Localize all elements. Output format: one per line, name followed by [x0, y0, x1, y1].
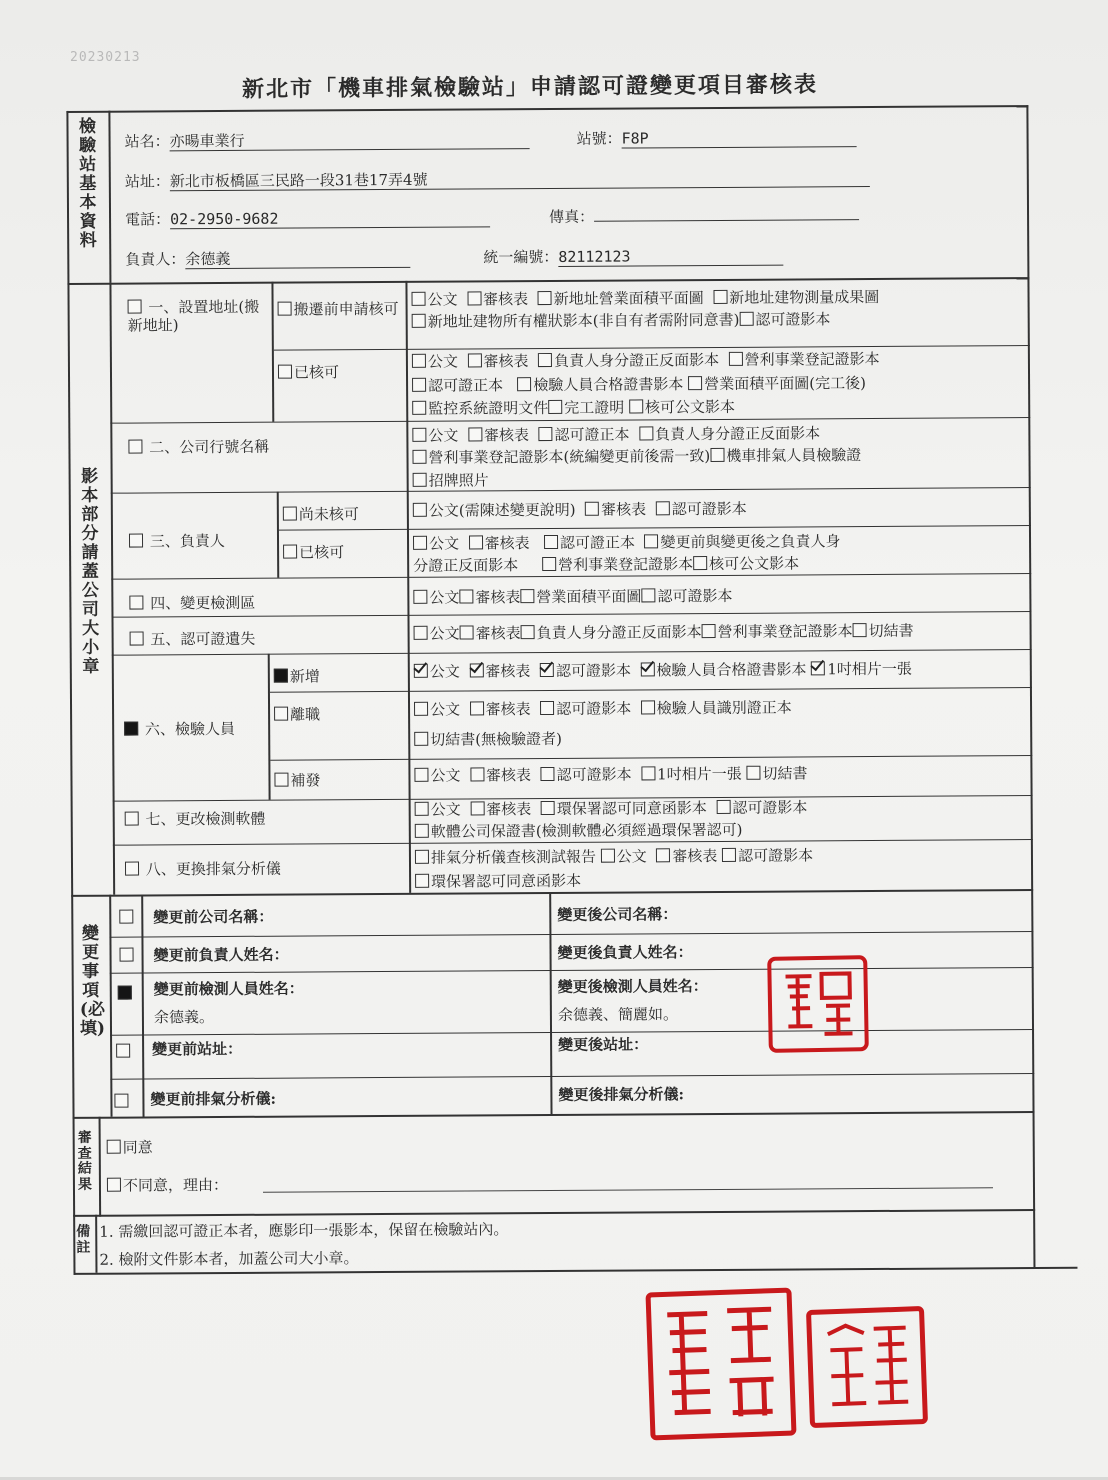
form-table: 檢驗站基本資料 站名：亦暘車業行 站號：F8P 站址：新北市板橋區三民路一段31巷17弄4號 電話：02-2950-9682 傳真： 負責人：余德義 統一編號：82112123 影本部分請蓋公司大小章 一、設置地址(搬新地址) 搬遷前申請核可 已核可 公文 審核表 新地址營業面積平面圖 新地址建物測量成果圖 新地址建物所有權狀影本(非自有者需附同意書) 認可證影本 公文 審核表 負責人身分證正反面影本 營利事業登記證影本 認可證正本 檢驗人員合格證書影本 營業面積平面圖(完工後) 監控系統證明文件 完工證明 核可公文影本 二、公司行號名稱 公文 審核表 認可證正本 負責人身分證正反面影本 營利事業登記證影本(統編變更前後需一致) 機車排氣人員檢驗證 招牌照片 三、負責人 尚未核可 已核可 公文(需陳述變更說明) 審核表 認可證影本 公文 審核表 認可證正本 變更前與變更後之負責人身 分證正反面影本 營利事業登記證影本 核可公文影本 四、變更檢測區 公文 審核表 營業面積平面圖 認可證影本 五、認可證遺失 公文 審核表 負責人身分證正反面影本 營利事業登記證影本 切結書 六、檢驗人員 新增 離職 補發 公文 審核表 認可證影本 檢驗人員合格證書影本 1吋相片一張 公文 審核表 認可證影本 檢驗人員識別證正本 切結書(無檢驗證者) 公文 審核表 認可證影本 1吋相片一張 切結書 七、更改檢測軟體 公文 審核表 環保署認可同意函影本 認可證影本 軟體公司保證書(檢測軟體必須經過環保署認可) 八、更換排氣分析儀 排氣分析儀查核測試報告 公文 審核表 認可證影本 環保署認可同意函影本 變更事項(必填) 變更前公司名稱： 變更後公司名稱： 變更前負責人姓名： 變更後負責人姓名： 變更前檢測人員姓名： 余德義。 變更後檢測人員姓名： 余德義、簡麗如。 變更前站址： 變更後站址： 變更前排氣分析儀: 變更後排氣分析儀: 審查結果 同意 不同意，理由： 備註 1. 需繳回認可證正本者，應影印一張影本，保留在檢驗站內。 2. 檢附文件影本者，加蓋公司大小章。	[0, 0, 1108, 1480]
tax-id-value: 82112123	[558, 247, 631, 266]
change-1-checkbox[interactable]	[119, 910, 133, 924]
seal-glyph	[777, 965, 858, 1042]
station-name-label: 站名：	[124, 132, 170, 151]
doc-checkbox[interactable]	[739, 312, 753, 326]
doc-checkbox[interactable]	[544, 535, 558, 549]
doc-checkbox-checked[interactable]	[414, 664, 428, 678]
doc-checkbox[interactable]	[639, 426, 653, 440]
item-4[interactable]: 四、變更檢測區	[129, 594, 255, 613]
item-1-sub-b-checkbox[interactable]	[278, 365, 292, 379]
phone-value: 02-2950-9682	[170, 209, 279, 229]
doc-checkbox[interactable]	[688, 376, 702, 390]
doc-checkbox[interactable]	[413, 503, 427, 517]
fax-label: 傳真：	[548, 207, 595, 226]
station-no-value: F8P	[621, 129, 649, 148]
change-analyzer-after: 變更後排氣分析儀:	[558, 1085, 685, 1104]
doc-checkbox-checked[interactable]	[640, 662, 654, 676]
phone-label: 電話：	[125, 210, 171, 229]
doc-checkbox[interactable]	[414, 732, 428, 746]
doc-checkbox[interactable]	[641, 700, 655, 714]
change-3-checkbox-checked[interactable]	[118, 986, 132, 1000]
item-3[interactable]: 三、負責人	[129, 532, 225, 551]
note-1: 1. 需繳回認可證正本者，應影印一張影本，保留在檢驗站內。	[99, 1220, 509, 1241]
doc-checkbox[interactable]	[716, 800, 730, 814]
doc-checkbox-checked[interactable]	[811, 661, 825, 675]
doc-checkbox[interactable]	[470, 701, 484, 715]
doc-checkbox[interactable]	[460, 625, 474, 639]
tax-id-label: 統一編號：	[483, 247, 559, 267]
seal-glyph	[817, 1317, 916, 1416]
doc-checkbox[interactable]	[722, 848, 736, 862]
doc-checkbox[interactable]	[538, 427, 552, 441]
doc-checkbox[interactable]	[414, 768, 428, 782]
doc-checkbox[interactable]	[693, 556, 707, 570]
doc-checkbox[interactable]	[415, 824, 429, 838]
doc-checkbox[interactable]	[521, 625, 535, 639]
doc-checkbox[interactable]	[601, 849, 615, 863]
item-5-checkbox[interactable]	[130, 631, 144, 645]
item-8[interactable]: 八、更換排氣分析儀	[125, 860, 281, 879]
change-inspector-before-value: 余德義。	[153, 1008, 215, 1027]
station-name-row	[125, 130, 530, 151]
address-label: 站址：	[124, 172, 170, 191]
doc-checkbox[interactable]	[538, 353, 552, 367]
item-3-sub-b-checkbox[interactable]	[283, 545, 297, 559]
company-large-seal	[645, 1287, 796, 1440]
doc-checkbox[interactable]	[459, 589, 473, 603]
form-title: 新北市「機車排氣檢驗站」申請認可證變更項目審核表	[241, 71, 819, 103]
doc-checkbox[interactable]	[746, 766, 760, 780]
change-analyzer-before: 變更前排氣分析儀:	[150, 1089, 277, 1109]
doc-checkbox[interactable]	[470, 801, 484, 815]
doc-checkbox[interactable]	[415, 802, 429, 816]
doc-checkbox-checked[interactable]	[540, 663, 554, 677]
item-4-checkbox[interactable]	[129, 595, 143, 609]
change-4-checkbox[interactable]	[116, 1044, 130, 1058]
doc-checkbox[interactable]	[629, 399, 643, 413]
item-7-checkbox[interactable]	[125, 812, 139, 826]
doc-checkbox[interactable]	[702, 624, 716, 638]
disagree-checkbox[interactable]	[107, 1178, 121, 1192]
doc-checkbox[interactable]	[415, 850, 429, 864]
doc-checkbox[interactable]	[520, 589, 534, 603]
doc-checkbox-checked[interactable]	[469, 663, 483, 677]
change-5-checkbox[interactable]	[114, 1094, 128, 1108]
station-name-value: 亦暘車業行	[169, 131, 245, 151]
note-2: 2. 檢附文件影本者，加蓋公司大小章。	[99, 1249, 359, 1269]
change-address-after: 變更後站址：	[558, 1035, 649, 1054]
change-address-before: 變更前站址：	[152, 1039, 243, 1059]
change-owner-before: 變更前負責人姓名：	[153, 945, 289, 965]
item-8-checkbox[interactable]	[125, 862, 139, 876]
doc-checkbox[interactable]	[412, 314, 426, 328]
doc-checkbox[interactable]	[541, 767, 555, 781]
doc-checkbox[interactable]	[656, 848, 670, 862]
doc-checkbox[interactable]	[470, 767, 484, 781]
doc-checkbox[interactable]	[469, 535, 483, 549]
item-6[interactable]: 六、檢驗人員	[124, 720, 235, 739]
item-1[interactable]: 一、設置地址(搬新地址)	[127, 297, 260, 335]
seal-glyph	[657, 1299, 785, 1429]
notes-section-label: 備註	[76, 1223, 91, 1256]
doc-checkbox[interactable]	[541, 801, 555, 815]
doc-checkbox[interactable]	[641, 766, 655, 780]
change-company-after: 變更後公司名稱：	[557, 905, 678, 924]
doc-checkbox[interactable]	[644, 534, 658, 548]
doc-checkbox[interactable]	[853, 623, 867, 637]
station-no-label: 站號：	[576, 129, 622, 148]
doc-checkbox[interactable]	[538, 291, 552, 305]
item-3-checkbox[interactable]	[129, 533, 143, 547]
document-date: 20230213	[70, 50, 141, 65]
item-2-checkbox[interactable]	[128, 439, 142, 453]
doc-checkbox[interactable]	[713, 290, 727, 304]
doc-checkbox[interactable]	[412, 354, 426, 368]
doc-checkbox[interactable]	[710, 448, 724, 462]
doc-checkbox[interactable]	[467, 291, 481, 305]
item-7[interactable]: 七、更改檢測軟體	[125, 810, 266, 829]
doc-checkbox[interactable]	[413, 590, 427, 604]
doc-checkbox[interactable]	[413, 536, 427, 550]
doc-checkbox[interactable]	[517, 377, 531, 391]
item-3-sub-a-checkbox[interactable]	[283, 507, 297, 521]
change-inspector-after: 變更後檢測人員姓名：	[557, 977, 708, 996]
owner-small-seal	[767, 955, 869, 1053]
doc-checkbox[interactable]	[412, 292, 426, 306]
agree-checkbox[interactable]	[107, 1140, 121, 1154]
change-2-checkbox[interactable]	[120, 948, 134, 962]
disagree-reason-line[interactable]	[263, 1187, 993, 1192]
item-6-sub-c-checkbox[interactable]	[274, 773, 288, 787]
item-6-checkbox-checked[interactable]	[124, 722, 138, 736]
item-2[interactable]: 二、公司行號名稱	[128, 438, 269, 457]
item-6-sub-a-checkbox-checked[interactable]	[274, 669, 288, 683]
doc-checkbox[interactable]	[585, 502, 599, 516]
item-6-sub-b-checkbox[interactable]	[274, 707, 288, 721]
doc-checkbox[interactable]	[656, 501, 670, 515]
item-1-sub-a-checkbox[interactable]	[278, 302, 292, 316]
doc-checkbox[interactable]	[412, 428, 426, 442]
doc-checkbox[interactable]	[414, 626, 428, 640]
doc-checkbox[interactable]	[412, 401, 426, 415]
copies-section-label: 影本部分請蓋公司大小章	[81, 466, 100, 678]
doc-checkbox[interactable]	[414, 702, 428, 716]
doc-checkbox[interactable]	[542, 557, 556, 571]
doc-checkbox[interactable]	[548, 400, 562, 414]
basic-info-section-label: 檢驗站基本資料	[78, 116, 97, 252]
address-value: 新北市板橋區三民路一段31巷17弄4號	[169, 170, 428, 191]
doc-checkbox[interactable]	[413, 473, 427, 487]
changes-section-label: 變更事項(必填)	[79, 923, 106, 1040]
doc-checkbox[interactable]	[467, 353, 481, 367]
review-agree[interactable]: 同意	[107, 1138, 153, 1156]
doc-checkbox[interactable]	[641, 588, 655, 602]
item-5[interactable]: 五、認可證遺失	[130, 630, 256, 649]
doc-checkbox[interactable]	[729, 352, 743, 366]
owner-label: 負責人：	[125, 250, 186, 269]
review-disagree[interactable]: 不同意，理由：	[107, 1176, 228, 1195]
review-section-label: 審查結果	[77, 1129, 93, 1193]
owner-personal-seal	[806, 1306, 928, 1428]
doc-checkbox[interactable]	[415, 874, 429, 888]
doc-checkbox[interactable]	[412, 450, 426, 464]
change-owner-after: 變更後負責人姓名：	[557, 943, 693, 962]
change-inspector-before: 變更前檢測人員姓名：	[153, 979, 304, 999]
doc-checkbox[interactable]	[540, 701, 554, 715]
change-company-before: 變更前公司名稱：	[153, 907, 274, 927]
doc-checkbox[interactable]	[468, 427, 482, 441]
change-inspector-after-value: 余德義、簡麗如。	[557, 1005, 678, 1024]
item-1-checkbox[interactable]	[128, 299, 142, 313]
doc-checkbox[interactable]	[412, 378, 426, 392]
owner-value: 余德義	[185, 249, 231, 269]
